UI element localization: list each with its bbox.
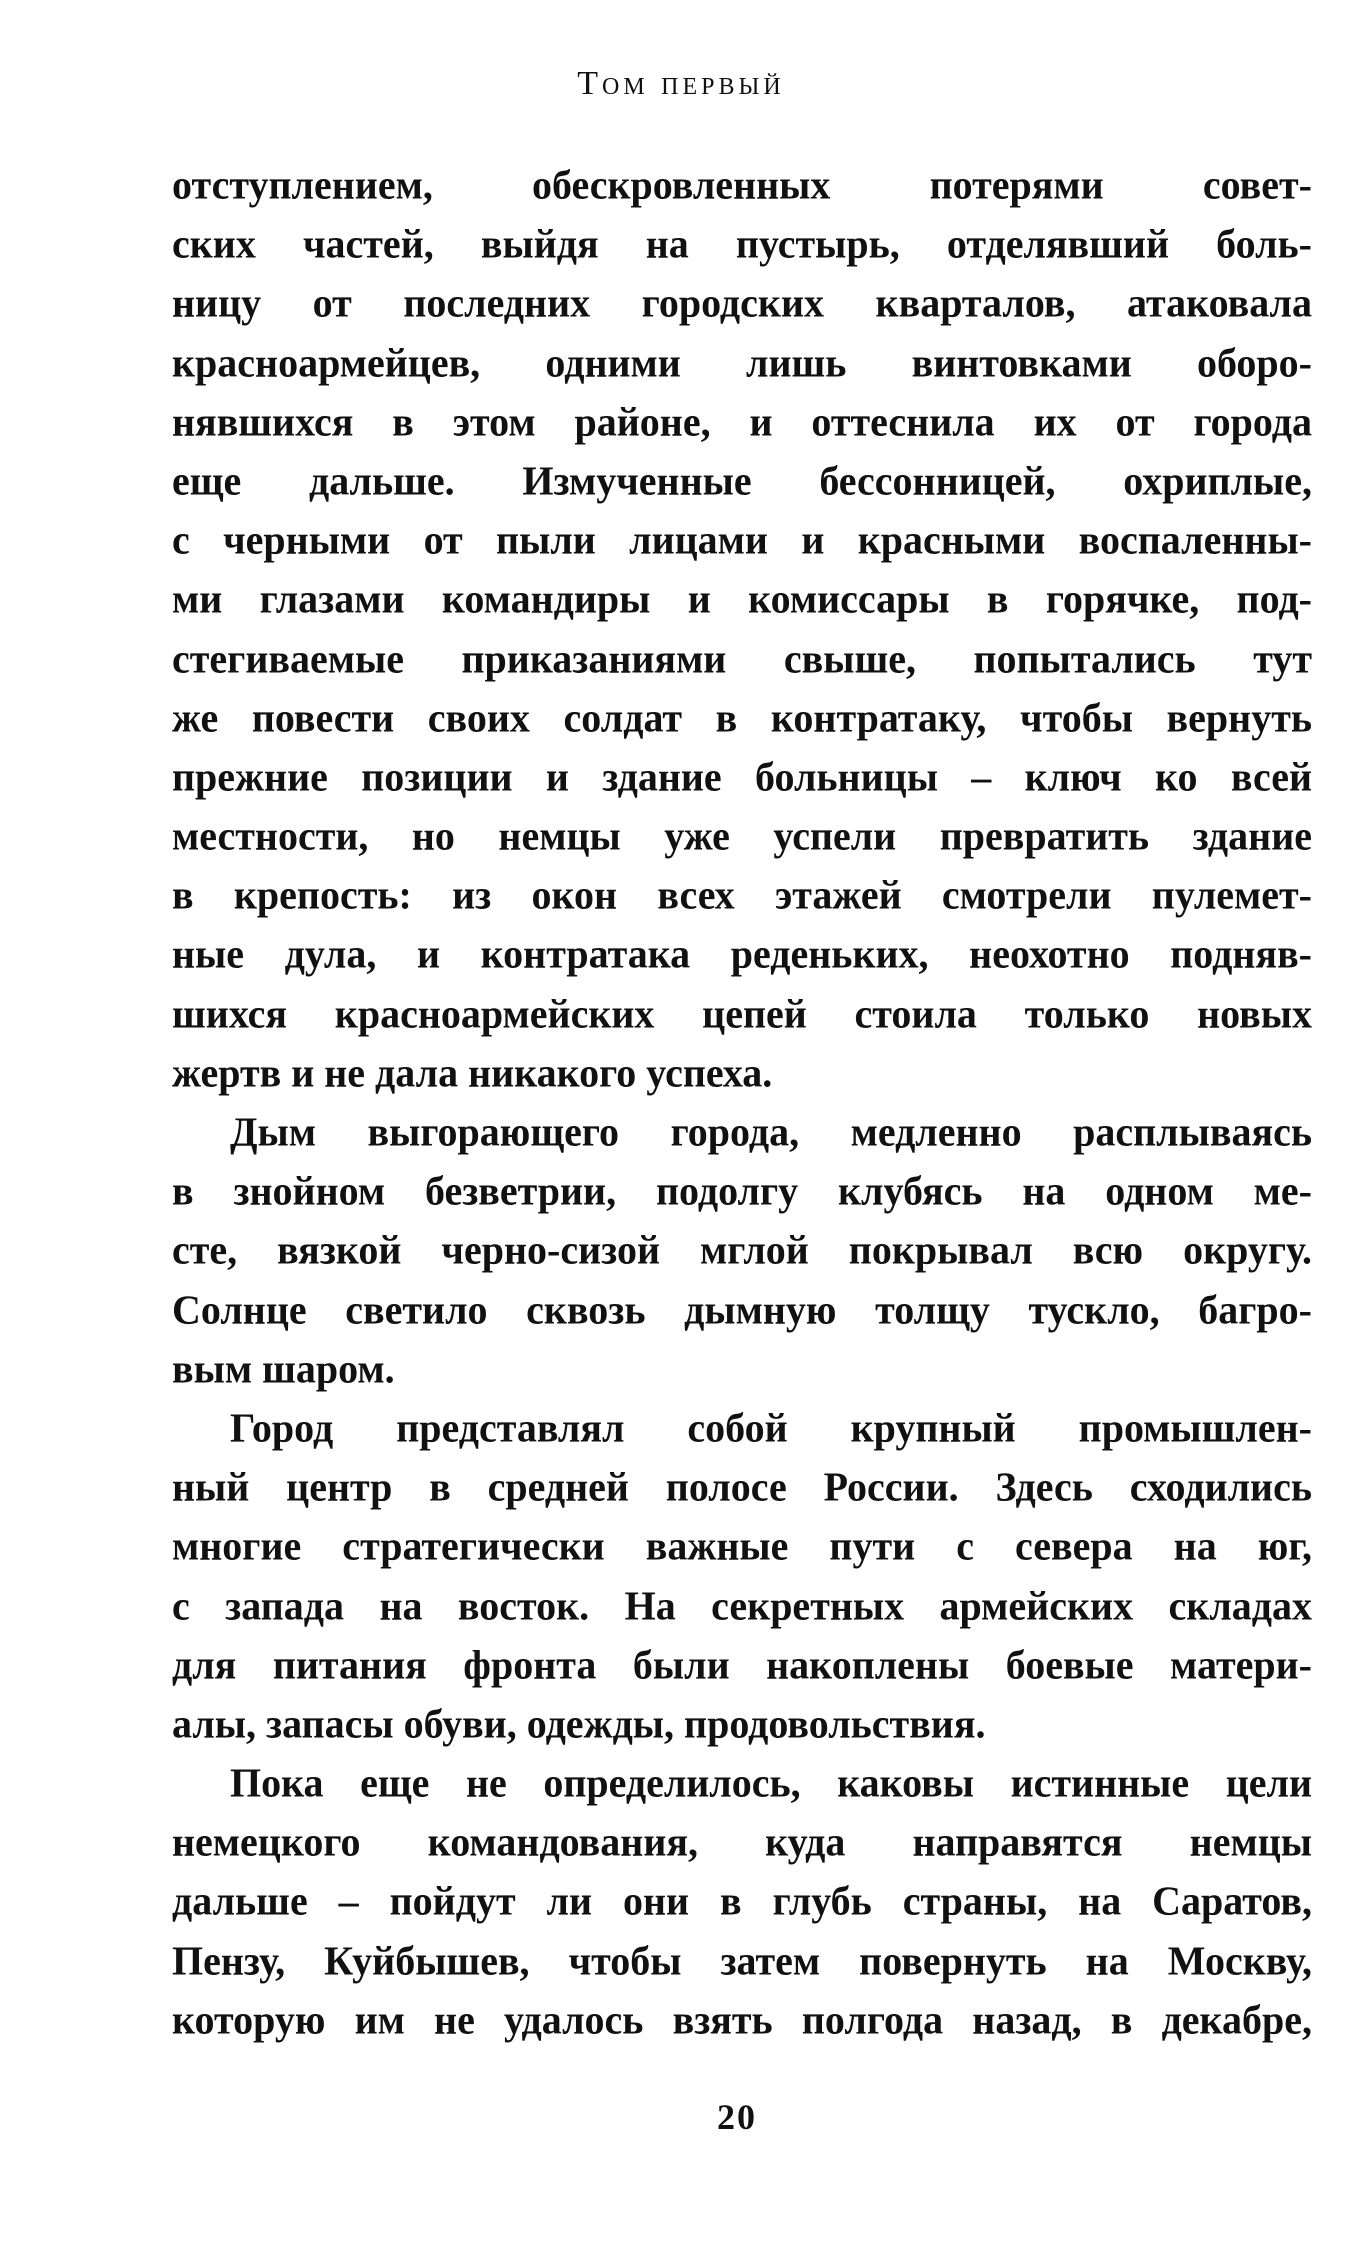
text-line: Солнце светило сквозь дымную толщу тускло, багро- [172,1286,1312,1333]
text-line: ницу от последних городских кварталов, атаковала [172,279,1312,326]
text-line: алы, запасы обуви, одежды, продовольствия. [172,1700,986,1747]
text-line: прежние позиции и здание больницы – ключ ко всей [172,753,1312,800]
text-line: в знойном безветрии, подолгу клубясь на одном ме- [172,1167,1312,1214]
text-line: вым шаром. [172,1345,395,1392]
text-line: же повести своих солдат в контратаку, чтобы вернуть [172,694,1312,741]
text-line: в крепость: из окон всех этажей смотрели пулемет- [172,871,1312,918]
text-line: шихся красноармейских цепей стоила только новых [172,990,1312,1037]
text-line: красноармейцев, одними лишь винтовками оборо- [172,339,1312,386]
text-line: для питания фронта были накоплены боевые матери- [172,1641,1312,1688]
paragraph [172,1753,1312,2049]
text-line: жертв и не дала никакого успеха. [172,1049,773,1096]
text-line: ный центр в средней полосе России. Здесь сходились [172,1463,1312,1510]
text-line: еще дальше. Измученные бессонницей, охриплые, [172,457,1312,504]
text-line: нявшихся в этом районе, и оттеснила их от города [172,398,1312,445]
text-line: стегиваемые приказаниями свыше, попытались тут [172,635,1312,681]
text-line: с запада на восток. На секретных армейских складах [172,1582,1312,1628]
text-line: которую им не удалось взять полгода назад, в декабре, [172,1996,1312,2043]
text-line: отступлением, обескровленных потерями совет- [172,161,1312,208]
text-line: местности, но немцы уже успели превратить здание [172,812,1312,859]
paragraph [172,1102,1312,1398]
text-line: ные дула, и контратака реденьких, неохотно подняв- [172,930,1312,977]
text-line: Пока еще не определилось, каковы истинные цели [230,1759,1312,1806]
text-line: Дым выгорающего города, медленно расплываясь [230,1108,1312,1155]
running-head: Том первый [577,65,785,102]
text-line: Пензу, Куйбышев, чтобы затем повернуть на Москву, [172,1937,1312,1984]
text-line: немецкого командования, куда направятся немцы [172,1818,1312,1865]
text-line: ми глазами командиры и комиссары в горячке, под- [172,575,1312,622]
text-line: Город представлял собой крупный промышлен- [230,1404,1312,1451]
text-line: дальше – пойдут ли они в глубь страны, на Саратов, [172,1877,1312,1924]
text-line: многие стратегически важные пути с севера на юг, [172,1522,1312,1569]
page-number: 20 [717,2097,757,2137]
text-line: с черными от пыли лицами и красными воспаленны- [172,516,1312,563]
paragraph [172,1398,1312,1753]
paragraph [172,155,1312,1102]
text-line: ских частей, выйдя на пустырь, отделявший боль- [172,220,1312,267]
body-text [172,155,1312,2049]
text-line: сте, вязкой черно-сизой мглой покрывал всю округу. [172,1226,1312,1273]
